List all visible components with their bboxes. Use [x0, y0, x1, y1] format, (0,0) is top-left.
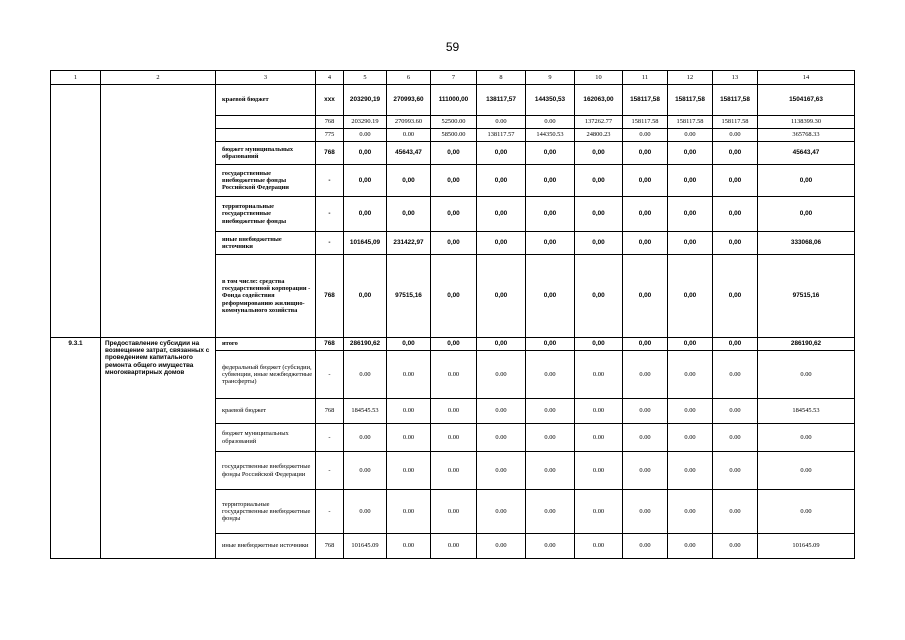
amount-cell: 0,00	[575, 142, 623, 165]
amount-cell: 0.00	[431, 452, 477, 490]
amount-cell: 0.00	[526, 351, 575, 399]
amount-cell: 45643,47	[758, 142, 855, 165]
amount-cell: 144350.53	[526, 129, 575, 142]
amount-cell: 0.00	[526, 452, 575, 490]
amount-cell: 0.00	[344, 490, 387, 534]
amount-cell: 0.00	[387, 129, 431, 142]
table-row	[51, 338, 855, 351]
amount-cell: 0.00	[526, 116, 575, 129]
amount-cell: 162063,00	[575, 85, 623, 116]
amount-cell: 0,00	[668, 197, 713, 232]
amount-cell: 0,00	[668, 255, 713, 338]
amount-cell: 0,00	[575, 338, 623, 351]
funding-source: иные внебюджетные источники	[216, 232, 316, 255]
amount-cell: 101645.09	[758, 534, 855, 559]
amount-cell: 0,00	[758, 197, 855, 232]
amount-cell: 97515,16	[387, 255, 431, 338]
column-header: 8	[477, 71, 526, 85]
amount-cell: 0,00	[623, 165, 668, 197]
amount-cell: 0,00	[387, 338, 431, 351]
column-header: 5	[344, 71, 387, 85]
amount-cell: 0.00	[477, 424, 526, 452]
section-number: 9.3.1	[51, 338, 101, 559]
budget-code: ххх	[316, 85, 344, 116]
amount-cell: 0.00	[344, 452, 387, 490]
amount-cell: 0.00	[623, 129, 668, 142]
budget-code: -	[316, 424, 344, 452]
amount-cell: 0,00	[526, 232, 575, 255]
amount-cell: 111000,00	[431, 85, 477, 116]
amount-cell: 144350,53	[526, 85, 575, 116]
amount-cell: 0,00	[477, 142, 526, 165]
amount-cell: 0,00	[713, 142, 758, 165]
amount-cell: 0,00	[477, 255, 526, 338]
amount-cell: 270993.60	[387, 116, 431, 129]
amount-cell: 231422,97	[387, 232, 431, 255]
column-header: 9	[526, 71, 575, 85]
amount-cell: 0,00	[623, 232, 668, 255]
amount-cell: 52500.00	[431, 116, 477, 129]
column-header: 14	[758, 71, 855, 85]
funding-source: бюджет муниципальных образований	[216, 142, 316, 165]
amount-cell: 203290.19	[344, 116, 387, 129]
amount-cell: 0,00	[623, 142, 668, 165]
amount-cell: 0.00	[668, 490, 713, 534]
amount-cell: 365768.33	[758, 129, 855, 142]
amount-cell: 0.00	[668, 351, 713, 399]
amount-cell: 0,00	[477, 232, 526, 255]
budget-code: 768	[316, 116, 344, 129]
amount-cell: 0.00	[387, 399, 431, 424]
amount-cell: 0.00	[758, 351, 855, 399]
amount-cell: 0.00	[623, 399, 668, 424]
amount-cell: 0,00	[387, 165, 431, 197]
table-row	[51, 85, 855, 116]
amount-cell: 0.00	[623, 424, 668, 452]
budget-code: -	[316, 197, 344, 232]
amount-cell: 0.00	[387, 452, 431, 490]
amount-cell: 0.00	[758, 490, 855, 534]
amount-cell: 0,00	[758, 165, 855, 197]
amount-cell: 0.00	[431, 424, 477, 452]
funding-source: бюджет муниципальных образований	[216, 424, 316, 452]
funding-source: государственные внебюджетные фонды Российской Федерации	[216, 165, 316, 197]
amount-cell: 0,00	[713, 232, 758, 255]
funding-source: территориальные государственные внебюджетные фонды	[216, 197, 316, 232]
funding-source: краевой бюджет	[216, 85, 316, 116]
amount-cell: 97515,16	[758, 255, 855, 338]
amount-cell: 0,00	[623, 255, 668, 338]
amount-cell: 0.00	[713, 129, 758, 142]
amount-cell: 0,00	[526, 255, 575, 338]
amount-cell: 0,00	[526, 165, 575, 197]
amount-cell: 45643,47	[387, 142, 431, 165]
budget-code: -	[316, 232, 344, 255]
amount-cell: 0,00	[431, 165, 477, 197]
amount-cell: 0,00	[477, 197, 526, 232]
amount-cell: 0,00	[575, 255, 623, 338]
amount-cell: 0.00	[713, 351, 758, 399]
page-number: 59	[445, 40, 460, 54]
amount-cell: 0,00	[668, 338, 713, 351]
amount-cell: 0,00	[431, 197, 477, 232]
amount-cell: 0.00	[668, 399, 713, 424]
budget-code: 775	[316, 129, 344, 142]
amount-cell: 158117.58	[623, 116, 668, 129]
amount-cell: 0.00	[526, 490, 575, 534]
amount-cell: 0,00	[344, 255, 387, 338]
amount-cell: 0.00	[431, 534, 477, 559]
column-header: 4	[316, 71, 344, 85]
amount-cell: 0.00	[575, 399, 623, 424]
amount-cell: 0,00	[575, 232, 623, 255]
amount-cell: 0.00	[431, 351, 477, 399]
amount-cell: 0.00	[713, 452, 758, 490]
amount-cell: 0.00	[387, 534, 431, 559]
column-header: 2	[101, 71, 216, 85]
amount-cell: 0.00	[575, 490, 623, 534]
amount-cell: 0,00	[668, 142, 713, 165]
funding-source: итого	[216, 338, 316, 351]
amount-cell: 0,00	[623, 338, 668, 351]
amount-cell: 0,00	[344, 165, 387, 197]
budget-code: 768	[316, 142, 344, 165]
header-row	[51, 71, 855, 85]
budget-code: 768	[316, 534, 344, 559]
amount-cell: 333068,06	[758, 232, 855, 255]
column-header: 12	[668, 71, 713, 85]
amount-cell: 0,00	[575, 197, 623, 232]
amount-cell: 0.00	[575, 351, 623, 399]
amount-cell: 138117,57	[477, 85, 526, 116]
funding-source: в том числе: средства государственной корпорации - Фонда содействия реформированию жилищно-коммунального хозяйства	[216, 255, 316, 338]
amount-cell: 0.00	[344, 351, 387, 399]
funding-source	[216, 116, 316, 129]
amount-cell: 24800.23	[575, 129, 623, 142]
amount-cell: 0.00	[477, 351, 526, 399]
amount-cell: 0.00	[623, 452, 668, 490]
amount-cell: 0.00	[713, 490, 758, 534]
amount-cell: 58500.00	[431, 129, 477, 142]
amount-cell: 0.00	[387, 424, 431, 452]
amount-cell: 0.00	[668, 534, 713, 559]
column-header: 10	[575, 71, 623, 85]
amount-cell: 286190,62	[758, 338, 855, 351]
amount-cell: 0.00	[526, 424, 575, 452]
amount-cell: 0.00	[575, 452, 623, 490]
column-header: 13	[713, 71, 758, 85]
amount-cell: 158117,58	[713, 85, 758, 116]
funding-source	[216, 129, 316, 142]
amount-cell: 0,00	[477, 338, 526, 351]
amount-cell: 0,00	[713, 255, 758, 338]
amount-cell: 203290,19	[344, 85, 387, 116]
table-body	[51, 71, 855, 559]
amount-cell: 0,00	[431, 232, 477, 255]
amount-cell: 0,00	[668, 165, 713, 197]
amount-cell: 0.00	[477, 452, 526, 490]
amount-cell: 0.00	[758, 452, 855, 490]
amount-cell: 138117.57	[477, 129, 526, 142]
amount-cell: 0.00	[477, 534, 526, 559]
section-title: Предоставление субсидии на возмещение затрат, связанных с проведением капитального ремонта общего имущества многоквартирных домов	[101, 338, 216, 559]
amount-cell: 270993,60	[387, 85, 431, 116]
amount-cell: 0,00	[431, 338, 477, 351]
amount-cell: 1138399.30	[758, 116, 855, 129]
budget-table	[50, 70, 855, 559]
amount-cell: 0.00	[477, 490, 526, 534]
amount-cell: 0.00	[344, 129, 387, 142]
amount-cell: 0.00	[668, 424, 713, 452]
amount-cell: 0.00	[623, 490, 668, 534]
empty-cell	[51, 85, 101, 338]
budget-code: 768	[316, 338, 344, 351]
amount-cell: 0.00	[477, 399, 526, 424]
amount-cell: 0.00	[713, 424, 758, 452]
empty-cell	[101, 85, 216, 338]
amount-cell: 0,00	[387, 197, 431, 232]
column-header: 3	[216, 71, 316, 85]
amount-cell: 286190,62	[344, 338, 387, 351]
amount-cell: 0.00	[526, 534, 575, 559]
amount-cell: 0.00	[387, 490, 431, 534]
amount-cell: 101645.09	[344, 534, 387, 559]
amount-cell: 0.00	[387, 351, 431, 399]
budget-code: -	[316, 165, 344, 197]
amount-cell: 0,00	[575, 165, 623, 197]
amount-cell: 184545.53	[344, 399, 387, 424]
column-header: 1	[51, 71, 101, 85]
amount-cell: 0.00	[344, 424, 387, 452]
budget-code: -	[316, 452, 344, 490]
amount-cell: 158117.58	[668, 116, 713, 129]
amount-cell: 0.00	[758, 424, 855, 452]
amount-cell: 0,00	[713, 338, 758, 351]
amount-cell: 0,00	[344, 142, 387, 165]
amount-cell: 0.00	[668, 452, 713, 490]
amount-cell: 0,00	[623, 197, 668, 232]
amount-cell: 0.00	[575, 424, 623, 452]
budget-code: -	[316, 351, 344, 399]
amount-cell: 0,00	[431, 142, 477, 165]
amount-cell: 0.00	[431, 490, 477, 534]
column-header: 7	[431, 71, 477, 85]
amount-cell: 0,00	[477, 165, 526, 197]
amount-cell: 0.00	[431, 399, 477, 424]
amount-cell: 0.00	[713, 399, 758, 424]
amount-cell: 0,00	[713, 165, 758, 197]
column-header: 6	[387, 71, 431, 85]
amount-cell: 158117,58	[623, 85, 668, 116]
amount-cell: 158117.58	[713, 116, 758, 129]
funding-source: федеральный бюджет (субсидии, субвенции, иные межбюджетные трансферты)	[216, 351, 316, 399]
funding-source: государственные внебюджетные фонды Российской Федерации	[216, 452, 316, 490]
amount-cell: 0,00	[526, 338, 575, 351]
amount-cell: 0.00	[623, 534, 668, 559]
amount-cell: 137262.77	[575, 116, 623, 129]
amount-cell: 0.00	[713, 534, 758, 559]
amount-cell: 101645,09	[344, 232, 387, 255]
amount-cell: 0.00	[575, 534, 623, 559]
amount-cell: 0,00	[713, 197, 758, 232]
amount-cell: 0.00	[668, 129, 713, 142]
amount-cell: 0.00	[623, 351, 668, 399]
budget-code: 768	[316, 255, 344, 338]
amount-cell: 0,00	[526, 197, 575, 232]
budget-code: -	[316, 490, 344, 534]
amount-cell: 0.00	[526, 399, 575, 424]
amount-cell: 0,00	[668, 232, 713, 255]
budget-code: 768	[316, 399, 344, 424]
funding-source: территориальные государственные внебюджетные фонды	[216, 490, 316, 534]
amount-cell: 0.00	[477, 116, 526, 129]
amount-cell: 1504167,63	[758, 85, 855, 116]
amount-cell: 158117,58	[668, 85, 713, 116]
amount-cell: 0,00	[344, 197, 387, 232]
amount-cell: 0,00	[431, 255, 477, 338]
amount-cell: 184545.53	[758, 399, 855, 424]
amount-cell: 0,00	[526, 142, 575, 165]
funding-source: краевой бюджет	[216, 399, 316, 424]
funding-source: иные внебюджетные источники	[216, 534, 316, 559]
column-header: 11	[623, 71, 668, 85]
